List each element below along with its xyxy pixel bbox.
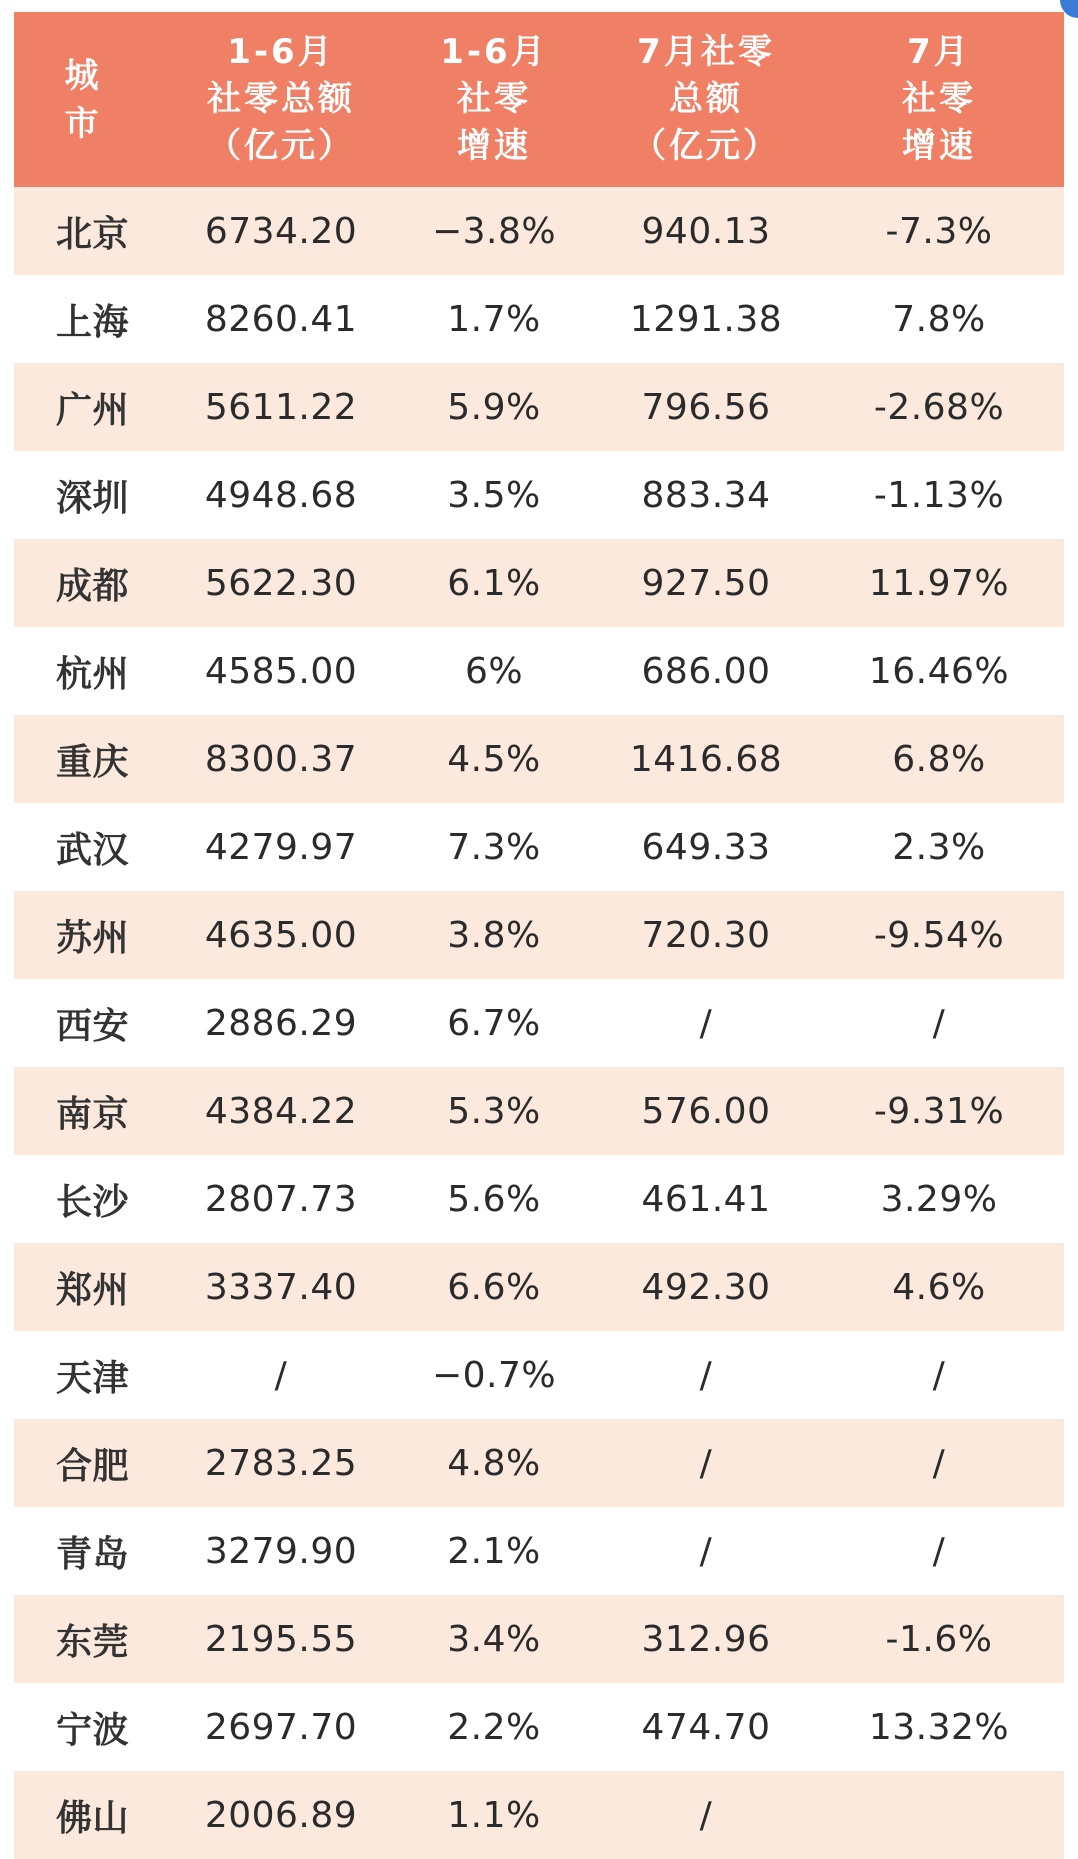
july-total-cell: / — [699, 1442, 713, 1484]
h1-total-cell: 2006.89 — [204, 1794, 358, 1836]
july-growth-cell: -2.68% — [873, 386, 1005, 428]
table-row — [14, 187, 1064, 275]
july-total-cell: / — [699, 1354, 713, 1396]
july-growth-cell: / — [932, 1002, 946, 1044]
july-growth-cell: 4.6% — [892, 1266, 986, 1308]
table-row — [14, 1419, 1064, 1507]
july-total-cell: 461.41 — [641, 1178, 771, 1220]
july-total-cell: 796.56 — [641, 386, 771, 428]
h1-growth-cell: 3.8% — [447, 914, 541, 956]
h1-total-cell: 4948.68 — [204, 474, 358, 516]
table-row — [14, 627, 1064, 715]
h1-growth-cell: 5.3% — [447, 1090, 541, 1132]
h1-total-cell: 5611.22 — [204, 386, 358, 428]
h1-total-cell: 2195.55 — [204, 1618, 358, 1660]
city-cell: 青岛 — [56, 1533, 130, 1575]
h1-total-cell: 2807.73 — [204, 1178, 358, 1220]
july-total-cell: 927.50 — [641, 562, 771, 604]
july-total-cell: / — [699, 1002, 713, 1044]
h1-total-cell: 8260.41 — [204, 298, 358, 340]
table-row — [14, 1507, 1064, 1595]
july-growth-cell: 11.97% — [868, 562, 1010, 604]
july-total-cell: / — [699, 1530, 713, 1572]
july-total-cell: 312.96 — [641, 1618, 771, 1660]
h1-growth-cell: 5.6% — [447, 1178, 541, 1220]
h1-growth-cell: 2.2% — [447, 1706, 541, 1748]
table-row — [14, 451, 1064, 539]
city-cell: 重庆 — [56, 741, 130, 783]
h1-growth-cell: 2.1% — [447, 1530, 541, 1572]
table-row — [14, 1243, 1064, 1331]
city-cell: 宁波 — [56, 1709, 130, 1751]
july-total-cell: 1291.38 — [629, 298, 783, 340]
h1-growth-cell: 3.5% — [447, 474, 541, 516]
table-row — [14, 1331, 1064, 1419]
july-total-cell: 883.34 — [641, 474, 771, 516]
city-cell: 西安 — [56, 1005, 130, 1047]
july-growth-cell: 7.8% — [892, 298, 986, 340]
city-cell: 长沙 — [56, 1181, 130, 1223]
july-total-cell: / — [699, 1794, 713, 1836]
city-cell: 武汉 — [56, 829, 130, 871]
table-row — [14, 891, 1064, 979]
july-growth-cell: / — [932, 1442, 946, 1484]
h1-total-cell: 5622.30 — [204, 562, 358, 604]
h1-total-cell: 6734.20 — [204, 210, 358, 252]
july-growth-cell: 16.46% — [868, 650, 1010, 692]
table-row — [14, 539, 1064, 627]
table-row — [14, 803, 1064, 891]
city-cell: 南京 — [56, 1093, 130, 1135]
july-total-cell: 649.33 — [641, 826, 771, 868]
july-total-cell: 940.13 — [641, 210, 771, 252]
header-july-total: 7月社零 总额 （亿元） — [632, 32, 780, 166]
july-total-cell: 492.30 — [641, 1266, 771, 1308]
city-cell: 郑州 — [56, 1269, 130, 1311]
header-h1-total: 1-6月 社零总额 （亿元） — [207, 32, 355, 166]
city-cell: 合肥 — [56, 1445, 130, 1487]
h1-growth-cell: 6.1% — [447, 562, 541, 604]
city-cell: 杭州 — [56, 653, 130, 695]
h1-growth-cell: 5.9% — [447, 386, 541, 428]
h1-growth-cell: −0.7% — [431, 1354, 557, 1396]
h1-total-cell: 3279.90 — [204, 1530, 358, 1572]
city-cell: 东莞 — [56, 1621, 130, 1663]
h1-growth-cell: 7.3% — [447, 826, 541, 868]
h1-total-cell: 4635.00 — [204, 914, 358, 956]
july-growth-cell: 6.8% — [892, 738, 986, 780]
h1-growth-cell: −3.8% — [431, 210, 557, 252]
h1-total-cell: 4384.22 — [204, 1090, 358, 1132]
city-cell: 苏州 — [56, 917, 130, 959]
city-cell: 广州 — [56, 389, 130, 431]
h1-total-cell: 4279.97 — [204, 826, 358, 868]
july-growth-cell: -7.3% — [885, 210, 993, 252]
july-growth-cell: 2.3% — [892, 826, 986, 868]
table-row — [14, 1683, 1064, 1771]
h1-growth-cell: 1.1% — [447, 1794, 541, 1836]
table-row — [14, 979, 1064, 1067]
table-row — [14, 363, 1064, 451]
h1-total-cell: 2886.29 — [204, 1002, 358, 1044]
h1-growth-cell: 3.4% — [447, 1618, 541, 1660]
h1-growth-cell: 6% — [464, 650, 524, 692]
table-body — [14, 187, 1064, 1859]
table-row — [14, 715, 1064, 803]
july-growth-cell: / — [932, 1530, 946, 1572]
h1-total-cell: 4585.00 — [204, 650, 358, 692]
july-growth-cell: -1.13% — [873, 474, 1005, 516]
july-growth-cell: -9.54% — [873, 914, 1005, 956]
table-row — [14, 1771, 1064, 1859]
h1-growth-cell: 4.5% — [447, 738, 541, 780]
h1-total-cell: 2783.25 — [204, 1442, 358, 1484]
july-total-cell: 686.00 — [641, 650, 771, 692]
july-total-cell: 474.70 — [641, 1706, 771, 1748]
h1-growth-cell: 6.6% — [447, 1266, 541, 1308]
july-growth-cell: 3.29% — [880, 1178, 998, 1220]
city-cell: 佛山 — [56, 1797, 130, 1839]
table-row — [14, 1155, 1064, 1243]
h1-growth-cell: 6.7% — [447, 1002, 541, 1044]
header-h1-growth: 1-6月 社零 增速 — [440, 32, 548, 166]
july-total-cell: 720.30 — [641, 914, 771, 956]
h1-growth-cell: 4.8% — [447, 1442, 541, 1484]
retail-sales-table — [14, 12, 1064, 1859]
h1-total-cell: 3337.40 — [204, 1266, 358, 1308]
h1-total-cell: / — [274, 1354, 288, 1396]
city-cell: 北京 — [56, 213, 130, 255]
city-cell: 上海 — [56, 301, 130, 343]
table-row — [14, 1067, 1064, 1155]
table-header — [14, 12, 1064, 187]
h1-total-cell: 2697.70 — [204, 1706, 358, 1748]
table-row — [14, 275, 1064, 363]
july-total-cell: 1416.68 — [629, 738, 783, 780]
july-growth-cell: / — [932, 1354, 946, 1396]
city-cell: 成都 — [56, 565, 130, 607]
h1-total-cell: 8300.37 — [204, 738, 358, 780]
header-city: 城 市 — [64, 55, 102, 144]
table-row — [14, 1595, 1064, 1683]
july-total-cell: 576.00 — [641, 1090, 771, 1132]
july-growth-cell: -9.31% — [873, 1090, 1005, 1132]
header-july-growth: 7月 社零 增速 — [902, 32, 976, 166]
july-growth-cell: 13.32% — [868, 1706, 1010, 1748]
city-cell: 深圳 — [56, 477, 130, 519]
h1-growth-cell: 1.7% — [447, 298, 541, 340]
city-cell: 天津 — [56, 1357, 130, 1399]
july-growth-cell: -1.6% — [885, 1618, 993, 1660]
